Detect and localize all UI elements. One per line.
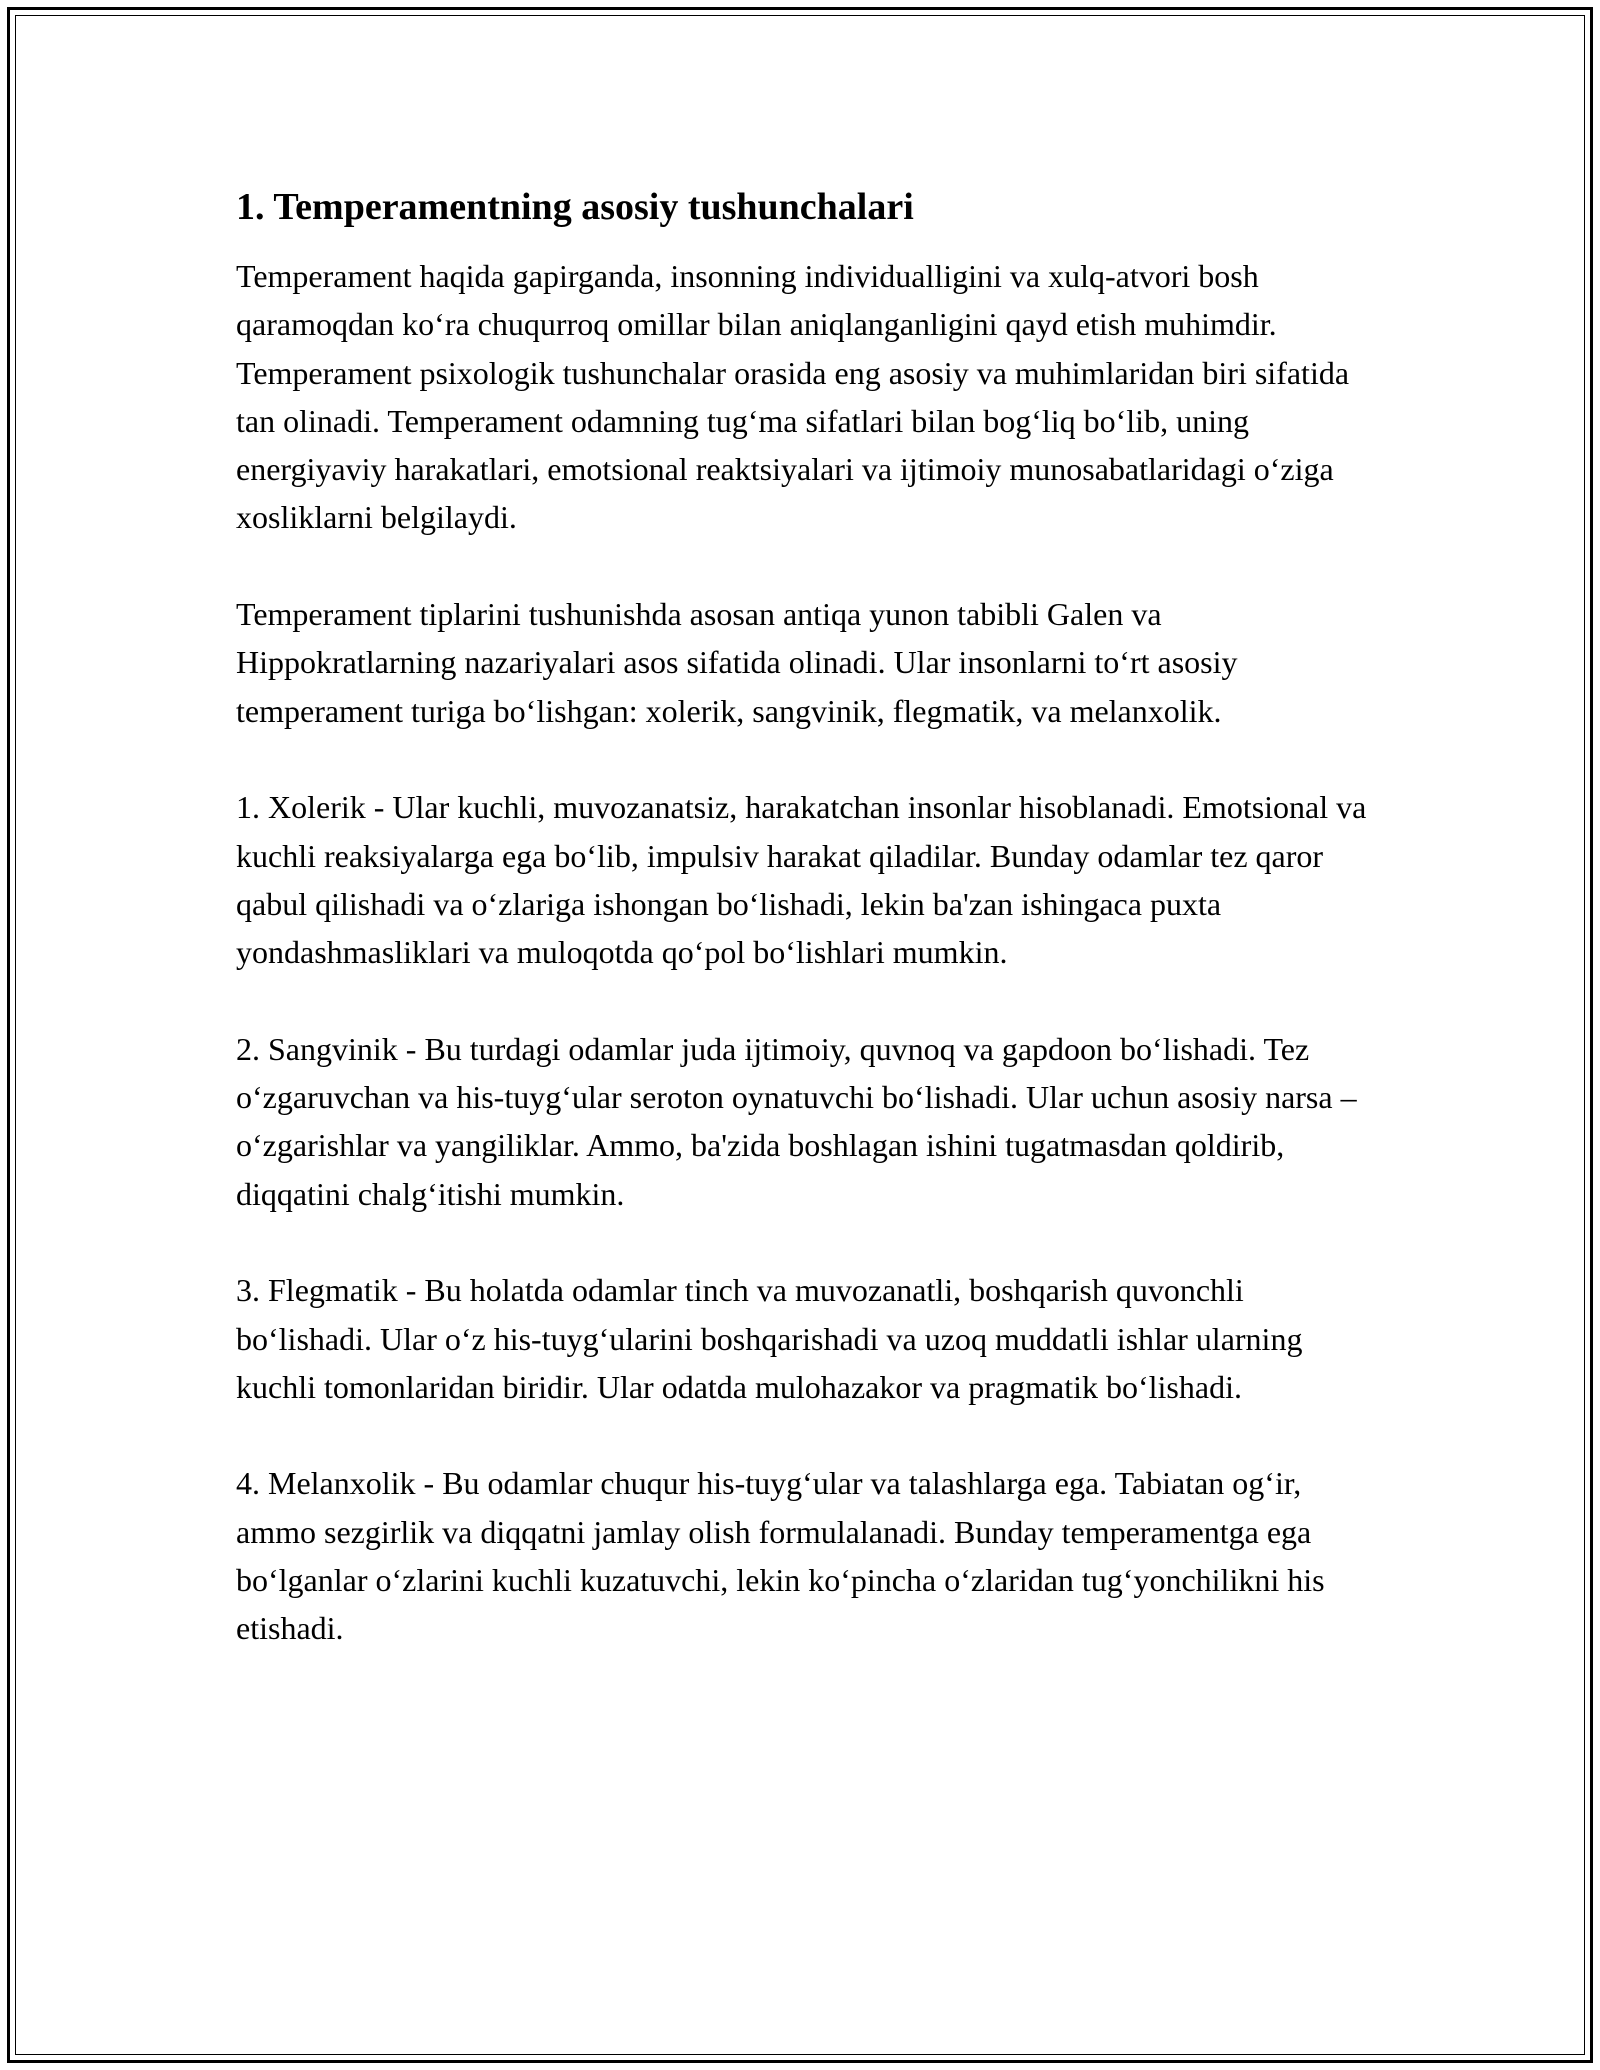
- phlegmatic-paragraph: 3. Flegmatik - Bu holatda odamlar tinch va muvozanatli, boshqarish quvonchli bo‘lishadi. Ular o‘z his-tuyg‘ularini boshqarishadi va uzoq muddatli ishlar ularning kuchli tomonlaridan biridir. Ular odatda mulohazakor va pragmatik bo‘lishadi.: [236, 1272, 1303, 1405]
- melancholic-paragraph: 4. Melanxolik - Bu odamlar chuqur his-tuyg‘ular va talashlarga ega. Tabiatan og‘ir, ammo sezgirlik va diqqatni jamlay olish formulalanadi. Bunday temperamentga ega bo‘lganlar o‘zlarini kuchli kuzatuvchi, lekin ko‘pincha o‘zlaridan tug‘yonchilikni his etishadi.: [236, 1465, 1325, 1647]
- choleric-paragraph: 1. Xolerik - Ular kuchli, muvozanatsiz, harakatchan insonlar hisoblanadi. Emotsional va kuchli reaksiyalarga ega bo‘lib, impulsiv harakat qiladilar. Bunday odamlar tez qaror qabul qilishadi va o‘zlariga ishongan bo‘lishadi, lekin ba'zan ishingaca puxta yondashmasliklari va muloqotda qo‘pol bo‘lishlari mumkin.: [236, 789, 1367, 971]
- section-heading: 1. Temperamentning asosiy tushunchalari: [236, 186, 914, 228]
- sanguine-paragraph: 2. Sangvinik - Bu turdagi odamlar juda ijtimoiy, quvnoq va gapdoon bo‘lishadi. Tez o‘zgaruvchan va his-tuyg‘ular seroton oynatuvchi bo‘lishadi. Ular uchun asosiy narsa – o‘zgarishlar va yangiliklar. Ammo, ba'zida boshlagan ishini tugatmasdan qoldirib, diqqatini chalg‘itishi mumkin.: [236, 1030, 1357, 1212]
- intro-paragraph: Temperament haqida gapirganda, insonning individualligini va xulq-atvori bosh qaramoqdan ko‘ra chuqurroq omillar bilan aniqlanganligini qayd etish muhimdir. Temperament psixologik tushunchalar orasida eng asosiy va muhimlaridan biri sifatida tan olinadi. Temperament odamning tug‘ma sifatlari bilan bog‘liq bo‘lib, uning energiyaviy harakatlari, emotsional reaktsiyalari va ijtimoiy munosabatlaridagi o‘ziga xosliklarni belgilaydi.: [236, 258, 1350, 536]
- document-body: [236, 184, 1376, 1701]
- types-overview-paragraph: Temperament tiplarini tushunishda asosan antiqa yunon tabibli Galen va Hippokratlarning nazariyalari asos sifatida olinadi. Ular insonlarni to‘rt asosiy temperament turiga bo‘lishgan: xolerik, sangvinik, flegmatik, va melanxolik.: [236, 596, 1238, 729]
